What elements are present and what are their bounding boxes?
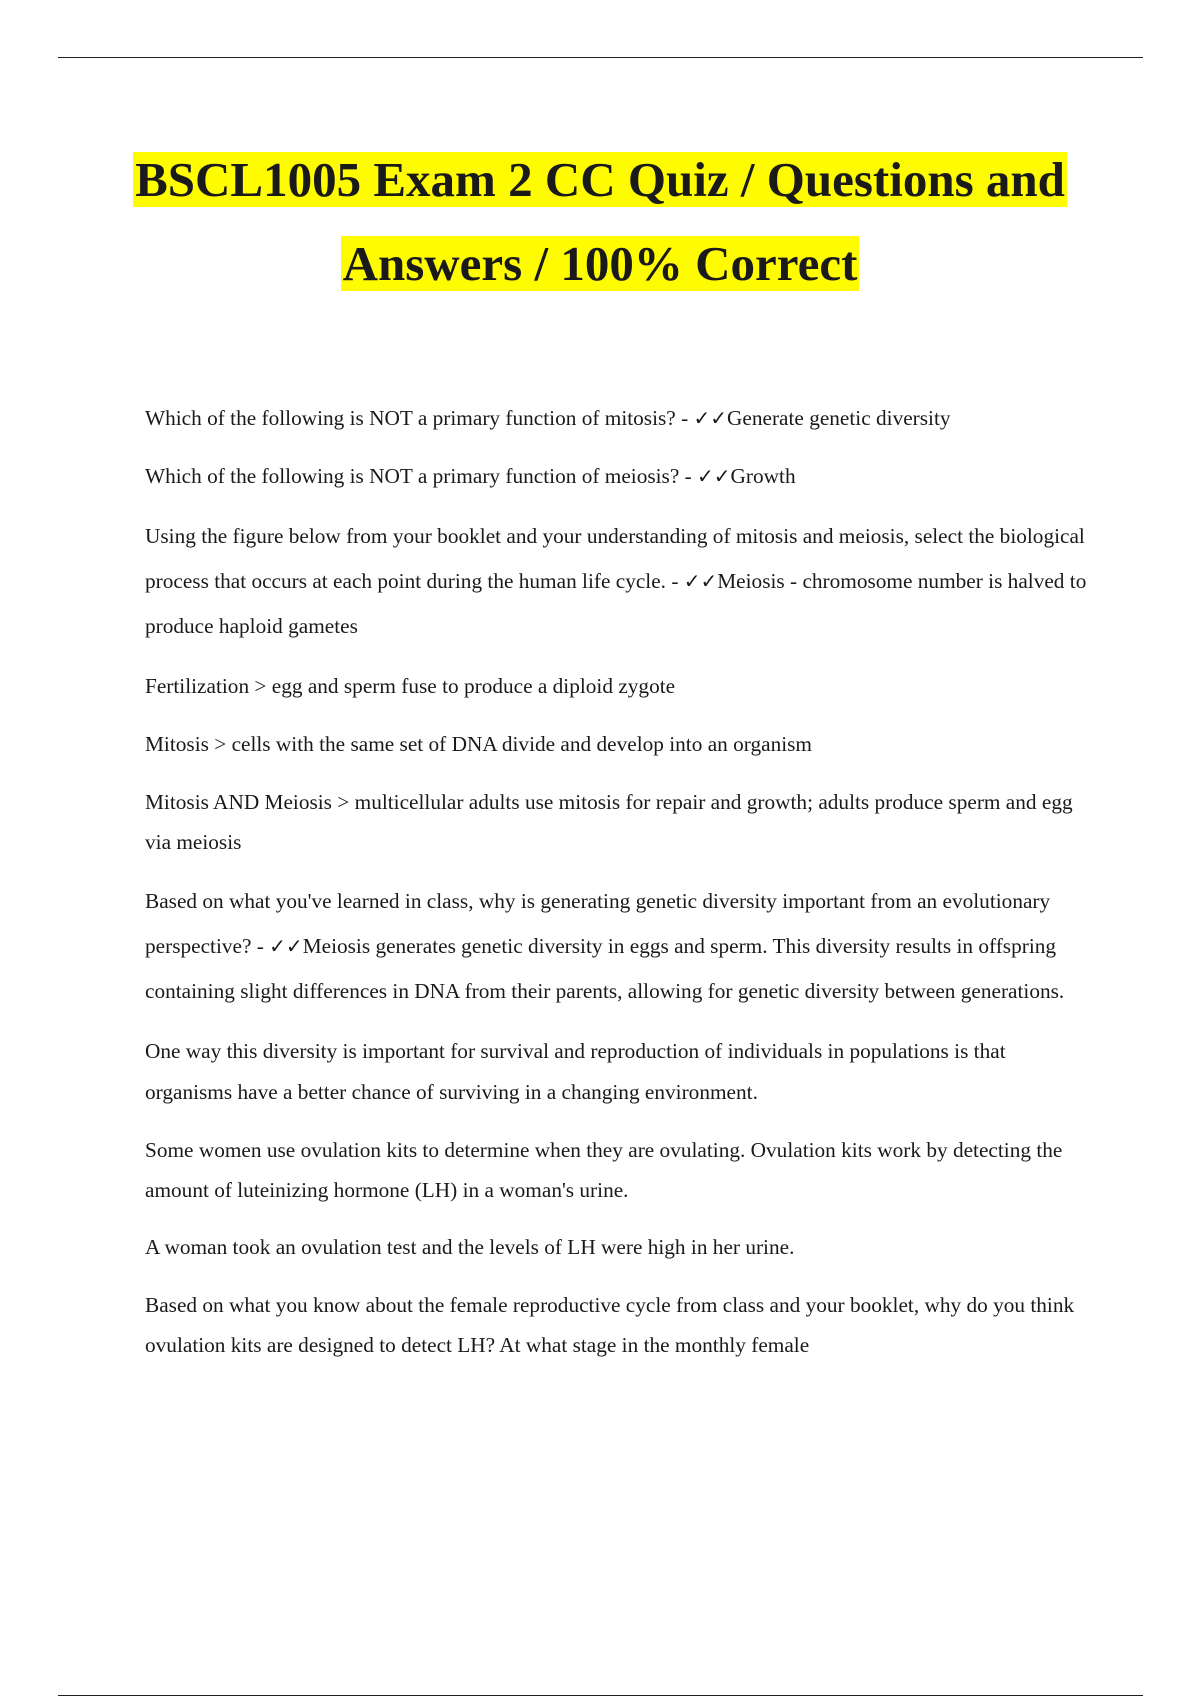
document-title	[100, 138, 1100, 306]
answer-mitosis: Mitosis > cells with the same set of DNA divide and develop into an organism	[145, 732, 812, 756]
check-icon: ✓✓	[269, 934, 303, 958]
question-mitosis-function	[145, 398, 1090, 439]
answer-text: Meiosis - chromosome number is halved to produce haploid gametes	[145, 569, 1087, 638]
top-rule	[58, 57, 1143, 58]
title-line-2	[100, 222, 1100, 306]
title-highlight-2: Answers / 100% Correct	[342, 236, 858, 291]
answer-text: Growth	[730, 464, 796, 488]
document-body	[145, 398, 1090, 1382]
question-text: Which of the following is NOT a primary function of mitosis? -	[145, 406, 694, 430]
question-text: Using the figure below from your booklet and your understanding of mitosis and meiosis, select the biological process that occurs at each point during the human life cycle. -	[145, 524, 1085, 593]
answer-text: Meiosis generates genetic diversity in eggs and sperm. This diversity results in offspring containing slight differences in DNA from their parents, allowing for genetic diversity between generations.	[145, 934, 1065, 1003]
bottom-rule	[58, 1695, 1143, 1696]
answer-mitosis-and-meiosis: Mitosis AND Meiosis > multicellular adults use mitosis for repair and growth; adults produce sperm and egg via meiosis	[145, 790, 1073, 854]
answer-text: Generate genetic diversity	[727, 406, 951, 430]
check-icon: ✓✓	[697, 464, 731, 488]
answer-diversity-survival: One way this diversity is important for survival and reproduction of individuals in populations is that organisms have a better chance of surviving in a changing environment.	[145, 1039, 1006, 1104]
title-line-1	[100, 138, 1100, 222]
question-text: Which of the following is NOT a primary function of meiosis? -	[145, 464, 698, 488]
title-highlight-1: BSCL1005 Exam 2 CC Quiz / Questions and	[135, 152, 1065, 207]
check-icon: ✓✓	[693, 406, 728, 430]
question-meiosis-function	[145, 456, 1090, 497]
question-genetic-diversity	[145, 879, 1090, 1014]
answer-fertilization: Fertilization > egg and sperm fuse to produce a diploid zygote	[145, 674, 676, 698]
question-lh-detection: Based on what you know about the female reproductive cycle from class and your booklet, why do you think ovulation kits are designed to detect LH? At what stage in the monthly female	[145, 1293, 1075, 1357]
question-life-cycle	[145, 514, 1090, 649]
question-text: Based on what you've learned in class, why is generating genetic diversity important from an evolutionary perspective? -	[145, 889, 1051, 958]
question-lh-test: A woman took an ovulation test and the levels of LH were high in her urine.	[145, 1235, 795, 1259]
check-icon: ✓✓	[683, 569, 718, 593]
question-ovulation-kits: Some women use ovulation kits to determine when they are ovulating. Ovulation kits work by detecting the amount of luteinizing hormone (LH) in a woman's urine.	[145, 1138, 1063, 1202]
